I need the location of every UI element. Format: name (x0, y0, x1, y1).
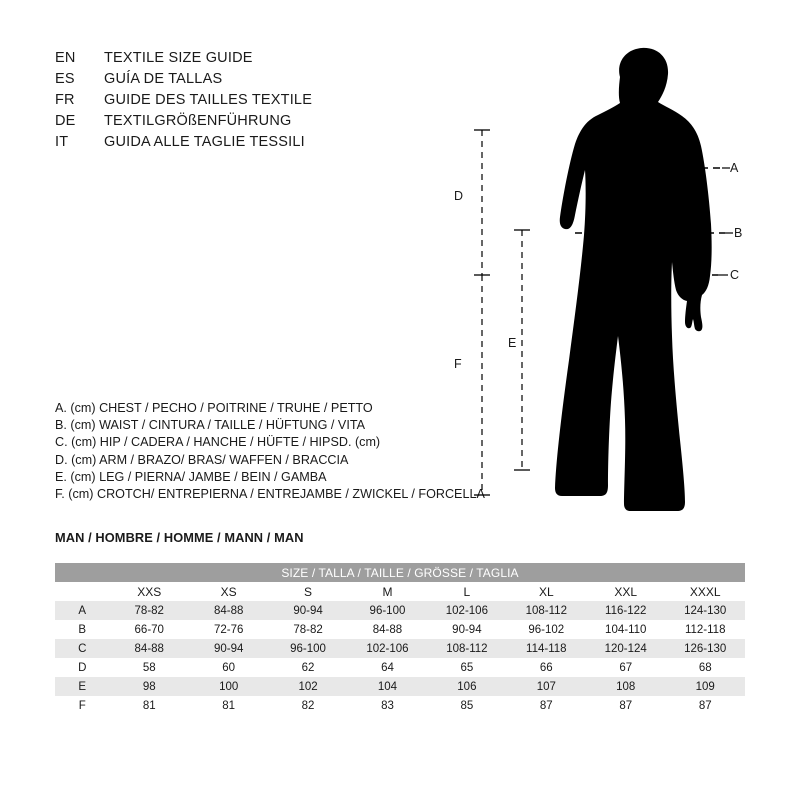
legend-line-d: D. (cm) ARM / BRAZO/ BRAS/ WAFFEN / BRACCIA (55, 452, 349, 467)
cell: 98 (110, 677, 189, 696)
label-d: D (454, 189, 464, 203)
header-cell-blank (55, 582, 110, 601)
cell: 90-94 (189, 639, 268, 658)
cell: 84-88 (189, 601, 268, 620)
table-row (55, 639, 745, 658)
cell: 90-94 (427, 620, 506, 639)
language-code: EN (55, 50, 76, 66)
table-title-row (55, 563, 745, 582)
cell: 100 (189, 677, 268, 696)
header-cell-xs: XS (189, 582, 268, 601)
cell: 84-88 (348, 620, 427, 639)
legend-line-b: B. (cm) WAIST / CINTURA / TAILLE / HÜFTUNG / VITA (55, 418, 365, 433)
header-cell-xxxl: XXXL (665, 582, 745, 601)
cell: 102 (268, 677, 347, 696)
language-code: ES (55, 71, 75, 87)
language-row (55, 113, 475, 134)
cell: 126-130 (665, 639, 745, 658)
language-row (55, 50, 475, 71)
cell: 60 (189, 658, 268, 677)
cell: 62 (268, 658, 347, 677)
table-header-row (55, 582, 745, 601)
cell: 81 (110, 696, 189, 715)
cell: 66 (507, 658, 586, 677)
label-c: C (730, 268, 740, 282)
male-silhouette-icon (430, 30, 770, 530)
cell: 104-110 (586, 620, 665, 639)
label-a: A (730, 161, 739, 175)
size-table-wrapper (55, 563, 745, 715)
cell: 72-76 (189, 620, 268, 639)
label-f: F (454, 357, 462, 371)
language-row (55, 71, 475, 92)
language-row (55, 92, 475, 113)
language-code: FR (55, 92, 75, 108)
cell: 107 (507, 677, 586, 696)
language-title-block (55, 50, 475, 155)
cell: 58 (110, 658, 189, 677)
language-row (55, 134, 475, 155)
cell: 65 (427, 658, 506, 677)
header-cell-xxl: XXL (586, 582, 665, 601)
cell: 66-70 (110, 620, 189, 639)
row-label-e: E (55, 677, 110, 696)
header-cell-m: M (348, 582, 427, 601)
cell: 87 (507, 696, 586, 715)
cell: 124-130 (665, 601, 745, 620)
cell: 104 (348, 677, 427, 696)
row-label-c: C (55, 639, 110, 658)
cell: 78-82 (110, 601, 189, 620)
size-table (55, 563, 745, 715)
legend-line-f: F. (cm) CROTCH/ ENTREPIERNA / ENTREJAMBE / ZWICKEL / FORCELLA (55, 487, 485, 502)
cell: 112-118 (665, 620, 745, 639)
cell: 82 (268, 696, 347, 715)
legend-line-a: A. (cm) CHEST / PECHO / POITRINE / TRUHE / PETTO (55, 401, 373, 415)
cell: 96-100 (268, 639, 347, 658)
legend-line-c: C. (cm) HIP / CADERA / HANCHE / HÜFTE / HIPSD. (cm) (55, 435, 381, 450)
table-row (55, 601, 745, 620)
table-row (55, 696, 745, 715)
table-row (55, 620, 745, 639)
row-label-a: A (55, 601, 110, 620)
header-cell-l: L (427, 582, 506, 601)
language-title: GUIDE DES TAILLES TEXTILE (104, 92, 313, 108)
table-title: SIZE / TALLA / TAILLE / GRÖSSE / TAGLIA (55, 563, 745, 582)
cell: 114-118 (507, 639, 586, 658)
cell: 96-102 (507, 620, 586, 639)
measurement-legend (55, 400, 485, 503)
language-title: GUIDA ALLE TAGLIE TESSILI (104, 134, 305, 150)
language-title: GUÍA DE TALLAS (104, 71, 223, 87)
cell: 108-112 (427, 639, 506, 658)
language-code: IT (55, 134, 69, 150)
header-cell-s: S (268, 582, 347, 601)
cell: 83 (348, 696, 427, 715)
cell: 85 (427, 696, 506, 715)
header-cell-xxs: XXS (110, 582, 189, 601)
cell: 67 (586, 658, 665, 677)
cell: 102-106 (427, 601, 506, 620)
cell: 116-122 (586, 601, 665, 620)
table-row (55, 677, 745, 696)
row-label-d: D (55, 658, 110, 677)
legend-line-e: E. (cm) LEG / PIERNA/ JAMBE / BEIN / GAMBA (55, 469, 327, 484)
cell: 96-100 (348, 601, 427, 620)
language-code: DE (55, 113, 76, 129)
cell: 87 (665, 696, 745, 715)
label-b: B (734, 226, 743, 240)
header-cell-xl: XL (507, 582, 586, 601)
gender-label: MAN / HOMBRE / HOMME / MANN / MAN (55, 530, 304, 545)
language-title: TEXTILGRÖßENFÜHRUNG (104, 113, 292, 129)
cell: 84-88 (110, 639, 189, 658)
cell: 120-124 (586, 639, 665, 658)
cell: 78-82 (268, 620, 347, 639)
cell: 90-94 (268, 601, 347, 620)
language-title: TEXTILE SIZE GUIDE (104, 50, 253, 66)
row-label-b: B (55, 620, 110, 639)
label-e: E (508, 336, 517, 350)
cell: 87 (586, 696, 665, 715)
cell: 109 (665, 677, 745, 696)
cell: 81 (189, 696, 268, 715)
table-row (55, 658, 745, 677)
cell: 106 (427, 677, 506, 696)
cell: 108-112 (507, 601, 586, 620)
cell: 68 (665, 658, 745, 677)
body-measurement-diagram (430, 30, 770, 530)
cell: 108 (586, 677, 665, 696)
cell: 102-106 (348, 639, 427, 658)
cell: 64 (348, 658, 427, 677)
row-label-f: F (55, 696, 110, 715)
